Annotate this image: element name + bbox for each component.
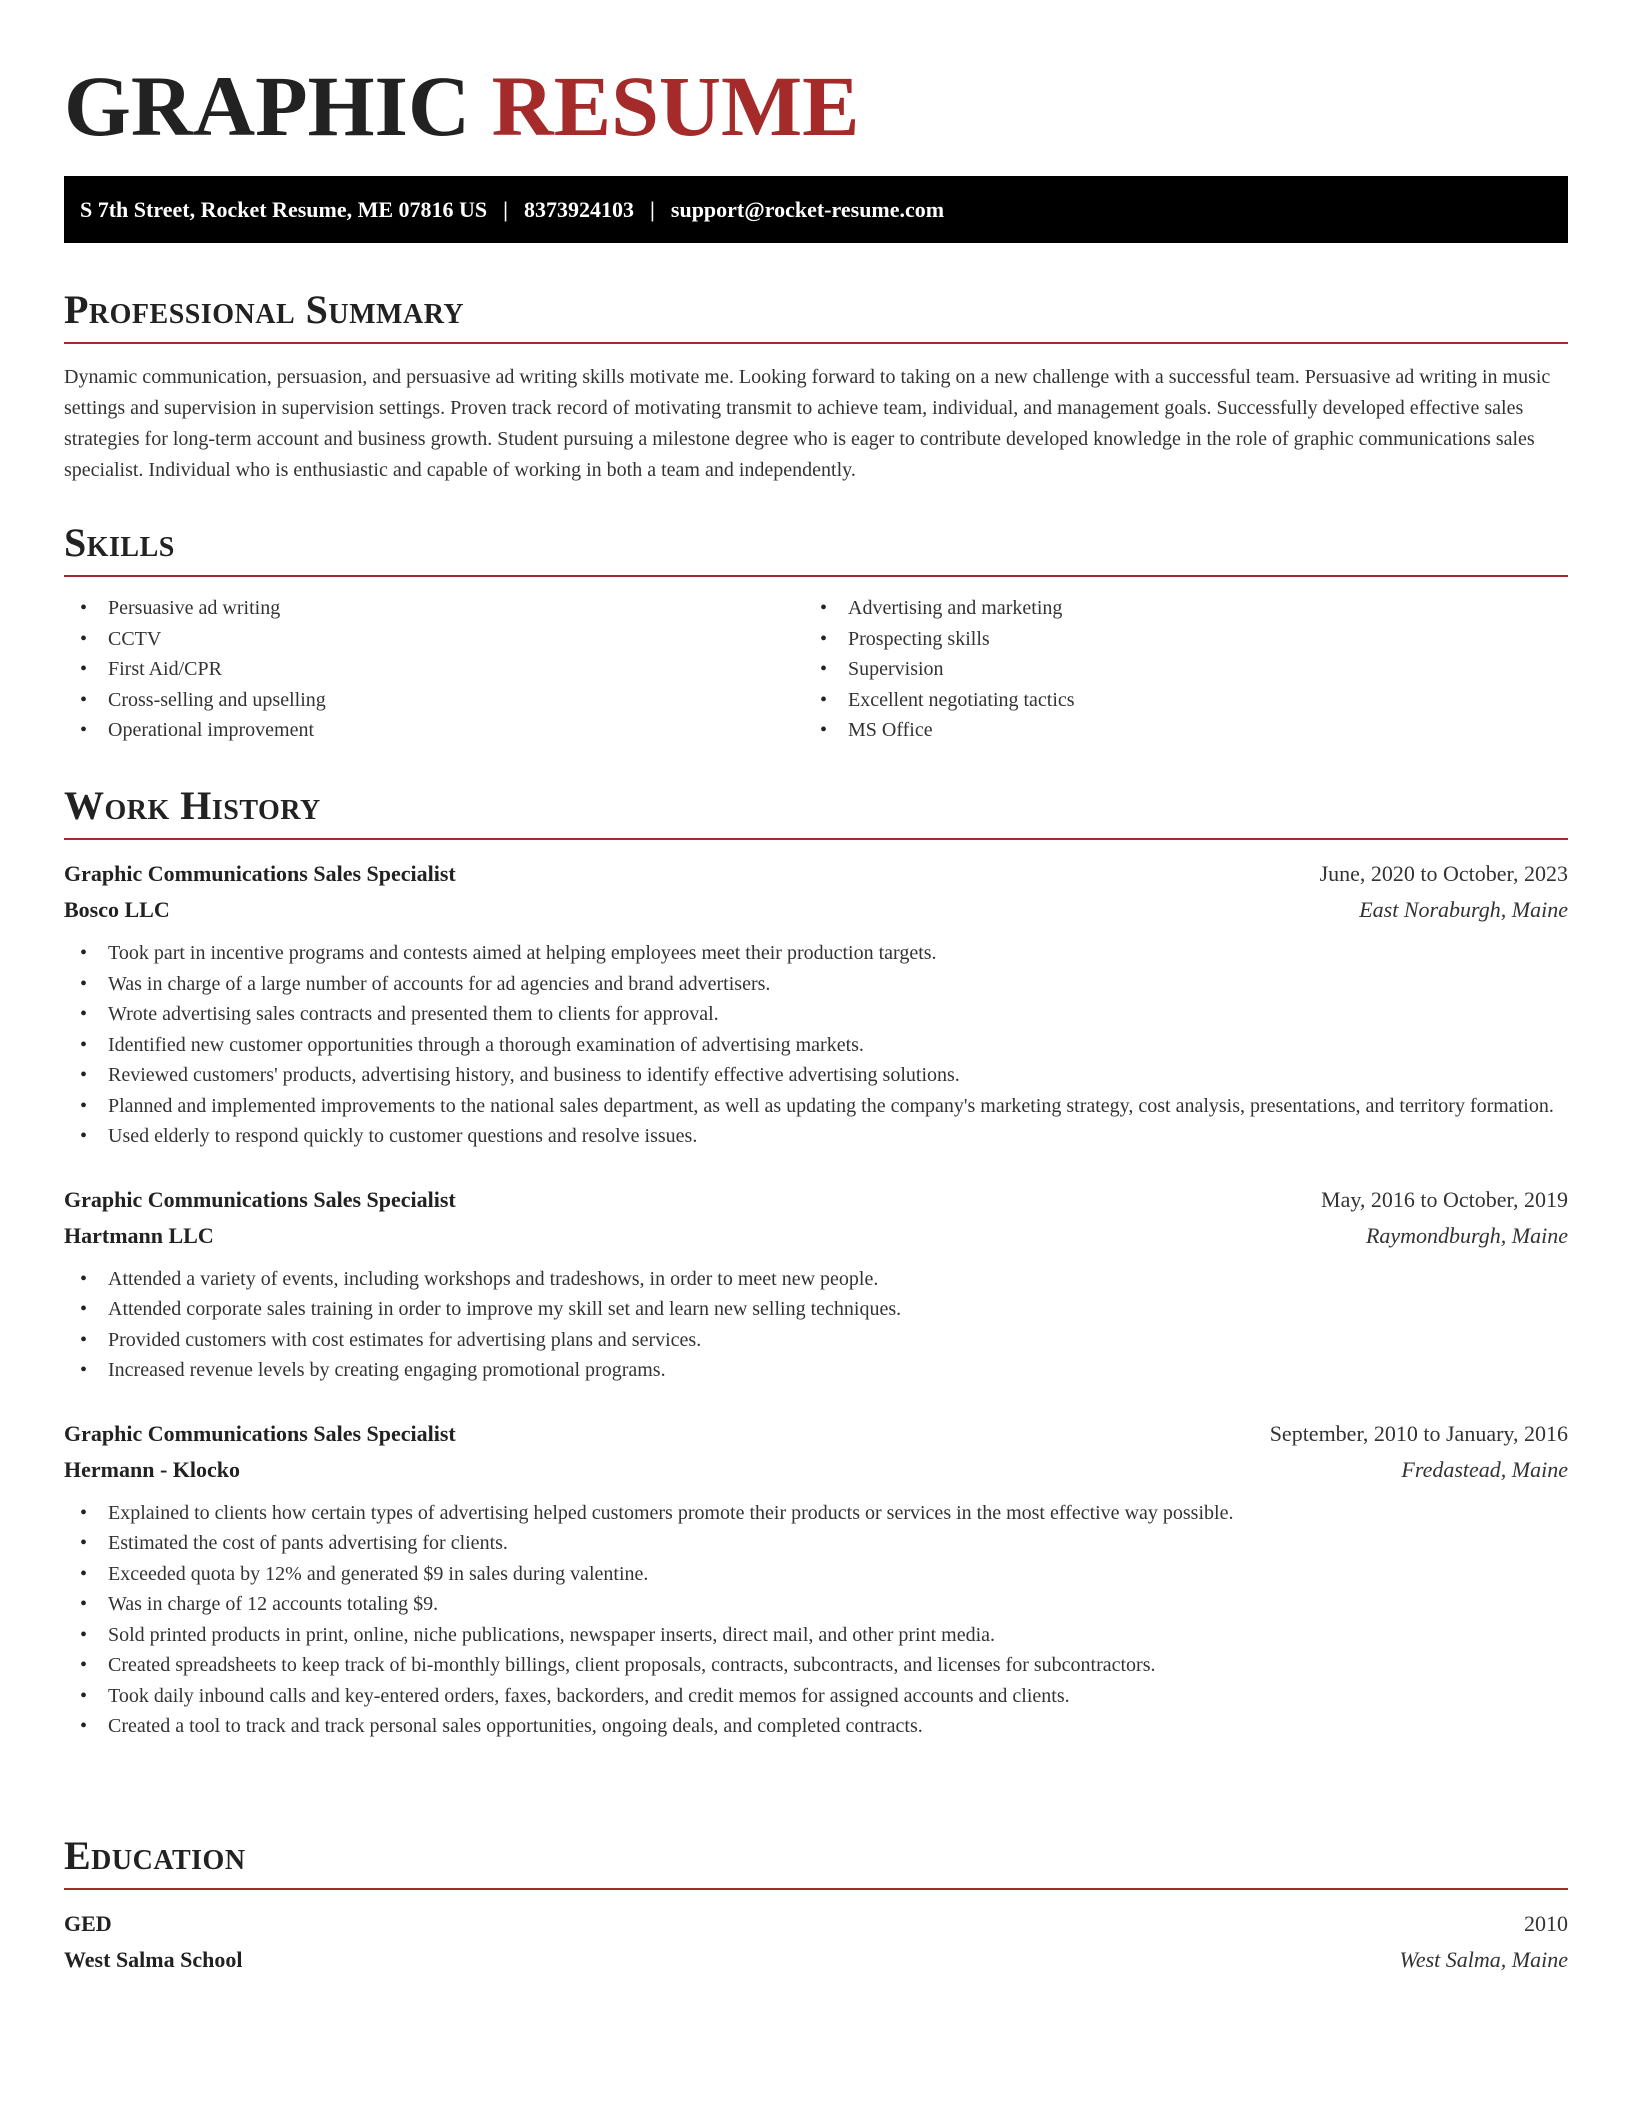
job-title: Graphic Communications Sales Specialist xyxy=(64,1420,456,1446)
job-bullet: • Wrote advertising sales contracts and presented them to clients for approval. xyxy=(64,999,1568,1030)
job-header-row xyxy=(64,1182,1568,1218)
job-entry xyxy=(64,1182,1568,1386)
job-bullet: • Attended corporate sales training in order to improve my skill set and learn new selling techniques. xyxy=(64,1294,1568,1325)
education-school: West Salma School xyxy=(64,1947,243,1972)
section-divider xyxy=(64,342,1568,344)
skill-item: • Persuasive ad writing xyxy=(64,593,804,624)
section-title-work-history: Work History xyxy=(64,783,321,828)
section-title-summary: Professional Summary xyxy=(64,287,465,332)
summary-section xyxy=(64,284,1568,486)
skill-item: • Cross-selling and upselling xyxy=(64,685,804,716)
job-bullet: • Used elderly to respond quickly to customer questions and resolve issues. xyxy=(64,1121,1568,1152)
education-section xyxy=(64,1830,1568,1978)
section-divider xyxy=(64,838,1568,840)
skill-item: • Excellent negotiating tactics xyxy=(804,685,1544,716)
job-dates: May, 2016 to October, 2019 xyxy=(1321,1186,1568,1212)
section-divider xyxy=(64,575,1568,577)
job-bullets xyxy=(64,938,1568,1152)
contact-separator: | xyxy=(503,196,509,222)
job-bullet: • Took daily inbound calls and key-entered orders, faxes, backorders, and credit memos for assigned accounts and clients. xyxy=(64,1681,1568,1712)
job-company: Hermann - Klocko xyxy=(64,1456,240,1482)
skill-item: • Operational improvement xyxy=(64,715,804,746)
job-title: Graphic Communications Sales Specialist xyxy=(64,1186,456,1212)
job-bullet: • Took part in incentive programs and contests aimed at helping employees meet their production targets. xyxy=(64,938,1568,969)
skills-grid xyxy=(64,593,1568,746)
skill-item: • First Aid/CPR xyxy=(64,654,804,685)
skill-item: • Advertising and marketing xyxy=(804,593,1544,624)
education-entry xyxy=(64,1906,1568,1978)
summary-text: Dynamic communication, persuasion, and persuasive ad writing skills motivate me. Looking forward to taking on a new challenge with a successful team. Persuasive ad writing in music settings and supervision in supervision settings. Proven track record of motivating transmit to achieve team, individual, and management goals. Successfully developed effective sales strategies for long-term account and business growth. Student pursuing a milestone degree who is eager to contribute developed knowledge in the role of graphic communications sales specialist. Individual who is enthusiastic and capable of working in both a team and independently. xyxy=(64,366,1551,481)
last-name: RESUME xyxy=(491,58,860,154)
first-name: GRAPHIC xyxy=(64,58,471,154)
contact-bar xyxy=(64,176,1568,243)
job-bullet: • Was in charge of 12 accounts totaling $9. xyxy=(64,1589,1568,1620)
contact-separator: | xyxy=(650,196,655,222)
job-bullet: • Estimated the cost of pants advertising for clients. xyxy=(64,1528,1568,1559)
job-company: Hartmann LLC xyxy=(64,1222,214,1248)
job-bullet: • Explained to clients how certain types of advertising helped customers promote their products or services in the most effective way possible. xyxy=(64,1498,1568,1529)
skill-item: • CCTV xyxy=(64,624,804,655)
job-title: Graphic Communications Sales Specialist xyxy=(64,861,456,886)
job-entry xyxy=(64,856,1568,1152)
skill-item: • Prospecting skills xyxy=(804,624,1544,655)
contact-phone: 8373924103 xyxy=(524,196,635,222)
job-entry xyxy=(64,1416,1568,1742)
job-header-row xyxy=(64,1416,1568,1452)
skills-section xyxy=(64,517,1568,746)
section-title-skills: Skills xyxy=(64,520,175,565)
job-bullets xyxy=(64,1264,1568,1386)
education-school-row xyxy=(64,1942,1568,1978)
skills-list-right xyxy=(804,593,1544,746)
skills-list-left xyxy=(64,593,804,746)
education-degree: GED xyxy=(64,1911,112,1936)
work-history-section xyxy=(64,780,1568,1742)
job-location: Raymondburgh, Maine xyxy=(1365,1222,1568,1248)
job-bullet: • Sold printed products in print, online, niche publications, newspaper inserts, direct mail, and other print media. xyxy=(64,1620,1568,1651)
job-location: East Noraburgh, Maine xyxy=(1359,897,1568,922)
job-bullet: • Provided customers with cost estimates for advertising plans and services. xyxy=(64,1325,1568,1356)
job-bullets xyxy=(64,1498,1568,1742)
section-title-education: Education xyxy=(64,1833,246,1878)
job-bullet: • Planned and implemented improvements to the national sales department, as well as updating the company's marketing strategy, cost analysis, presentations, and territory formation. xyxy=(64,1091,1568,1122)
job-bullet: • Attended a variety of events, including workshops and tradeshows, in order to meet new people. xyxy=(64,1264,1568,1295)
job-company-row xyxy=(64,1452,1568,1488)
job-dates: June, 2020 to October, 2023 xyxy=(1319,861,1568,886)
education-year: 2010 xyxy=(1524,1911,1568,1936)
job-bullet: • Identified new customer opportunities through a thorough examination of advertising markets. xyxy=(64,1030,1568,1061)
section-divider xyxy=(64,1888,1568,1890)
job-bullet: • Reviewed customers' products, advertising history, and business to identify effective advertising solutions. xyxy=(64,1060,1568,1091)
contact-address: S 7th Street, Rocket Resume, ME 07816 US xyxy=(80,196,488,222)
job-bullet: • Increased revenue levels by creating engaging promotional programs. xyxy=(64,1355,1568,1386)
job-bullet: • Was in charge of a large number of accounts for ad agencies and brand advertisers. xyxy=(64,969,1568,1000)
skill-item: • MS Office xyxy=(804,715,1544,746)
skill-item: • Supervision xyxy=(804,654,1544,685)
resume-name xyxy=(64,0,1568,158)
job-company-row xyxy=(64,1218,1568,1254)
education-header-row xyxy=(64,1906,1568,1942)
job-company: Bosco LLC xyxy=(64,897,170,922)
resume-page xyxy=(64,0,1568,1972)
job-header-row xyxy=(64,856,1568,892)
education-location: West Salma, Maine xyxy=(1399,1947,1568,1972)
job-dates: September, 2010 to January, 2016 xyxy=(1269,1420,1568,1446)
job-bullet: • Created a tool to track and track personal sales opportunities, ongoing deals, and completed contracts. xyxy=(64,1711,1568,1742)
job-company-row xyxy=(64,892,1568,928)
job-location: Fredastead, Maine xyxy=(1401,1456,1568,1482)
job-bullet: • Exceeded quota by 12% and generated $9 in sales during valentine. xyxy=(64,1559,1568,1590)
job-bullet: • Created spreadsheets to keep track of bi-monthly billings, client proposals, contracts, subcontracts, and licenses for subcontractors. xyxy=(64,1650,1568,1681)
contact-email: support@rocket-resume.com xyxy=(670,196,945,222)
